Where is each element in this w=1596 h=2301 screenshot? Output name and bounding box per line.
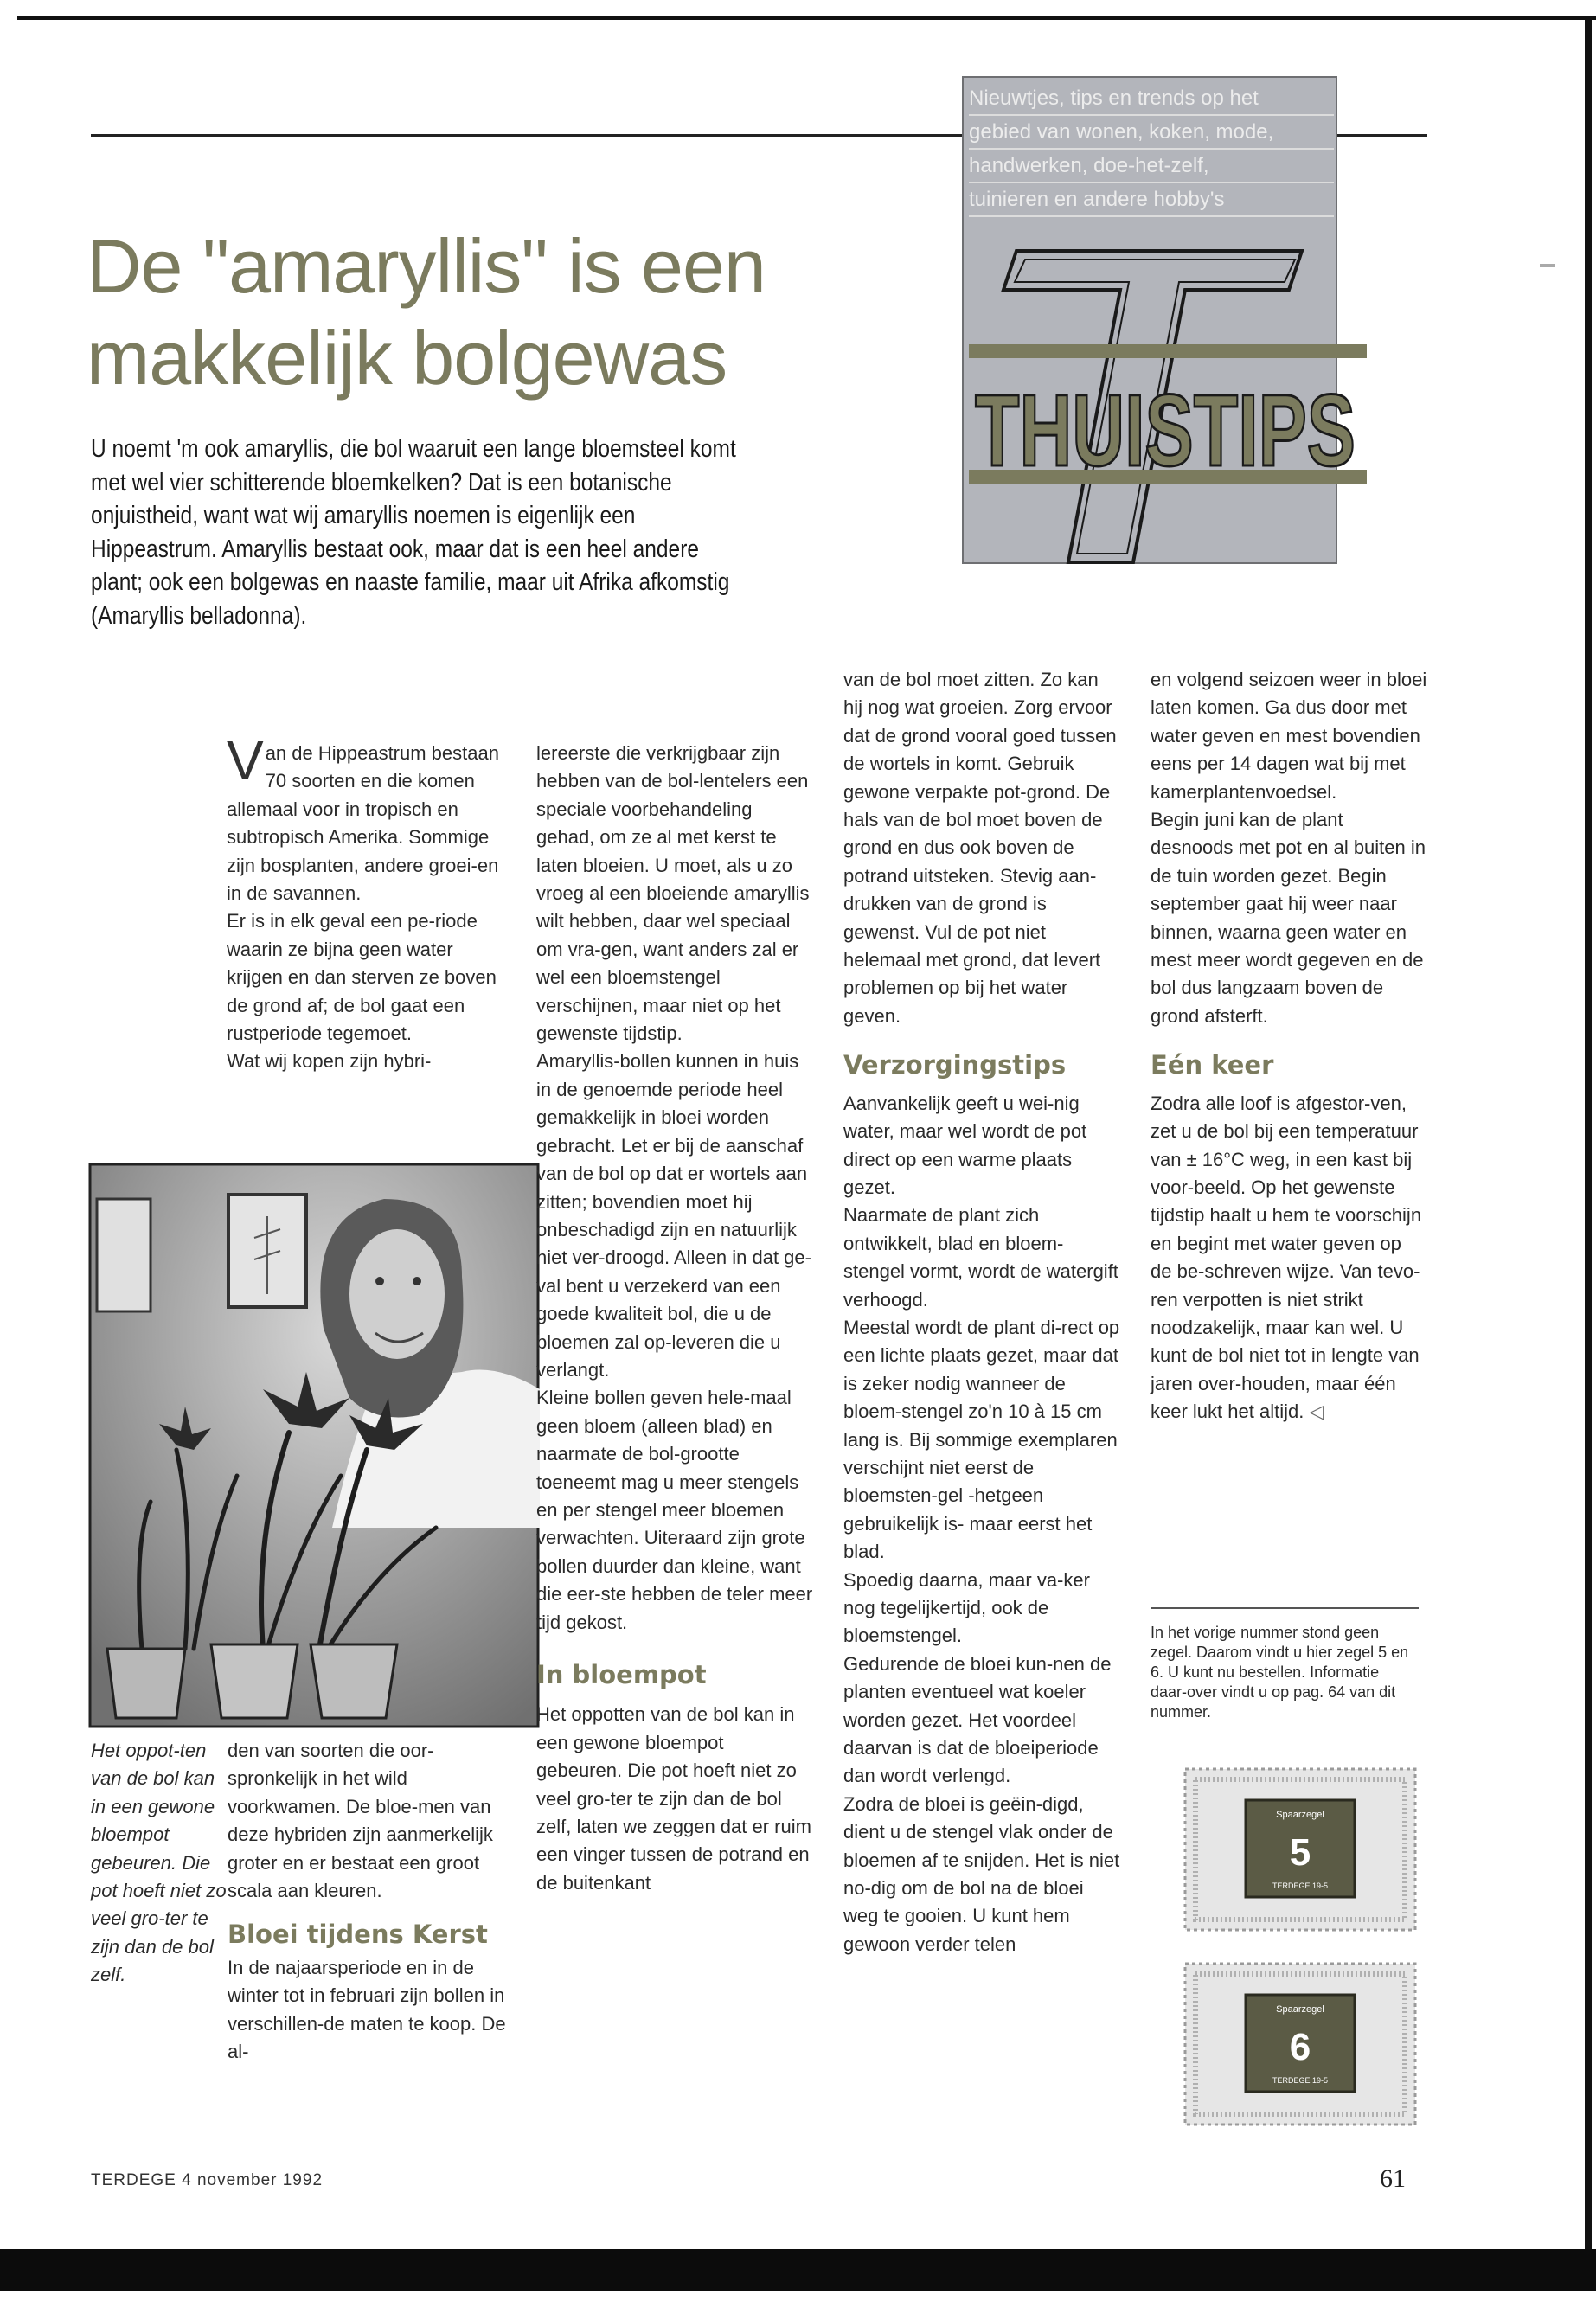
flower-pot: [107, 1649, 185, 1718]
article-intro: U noemt 'm ook amaryllis, die bol waaruit een lange bloemsteel komt met wel vier schitterende bloemkelken? Dat is een botanische onjuistheid, want wat wij amaryllis noemen is eigenlijk een Hippeastrum. Amaryllis bestaat ook, maar dat is een heel andere plant; ook een bolgewas en naaste familie, maar uit Afrika afkomstig (Amaryllis belladonna).: [91, 435, 736, 630]
footer-publication: TERDEGE 4 november 1992: [91, 2171, 324, 2189]
column-3: [843, 666, 1120, 1958]
logo-wordmark: THUISTIPS: [975, 374, 1356, 488]
paragraph: en volgend seizoen weer in bloei laten komen. Ga dus door met water geven en mest bovendien eens per 14 dagen wat bij met kamerplantenvoedsel.: [1151, 669, 1427, 803]
savings-stamp-5: [1183, 1767, 1417, 1932]
paragraph: Amaryllis-bollen kunnen in huis in de genoemde periode heel gemakkelijk in bloei worden gebracht. Let er bij de aanschaf van de bol op dat er wortels aan zitten; bovendien moet hij onbeschadigd zijn en natuurlijk niet ver-droogd. Alleen in dat ge-val bent u verzekerd van een goede kwaliteit bol, die u de bloemen zal op-leveren die u verlangt.: [536, 1050, 811, 1381]
logo-tagline-line: handwerken, doe-het-zelf,: [969, 150, 1334, 183]
paragraph: Spoedig daarna, maar va-ker nog tegelijkertijd, ook de bloemstengel.: [843, 1568, 1090, 1647]
article-title: [87, 221, 934, 404]
stamp-number: 5: [1289, 1831, 1311, 1874]
logo-tagline-line: Nieuwtjes, tips en trends op het: [969, 82, 1334, 116]
logo-tagline-line: gebied van wonen, koken, mode,: [969, 116, 1334, 150]
paragraph: Naarmate de plant zich ontwikkelt, blad en bloem-stengel vormt, wordt de watergift verhoogd.: [843, 1204, 1118, 1311]
stamp-note: In het vorige nummer stond geen zegel. Daarom vindt u hier zegel 5 en 6. U kunt nu bestellen. Informatie daar-over vindt u op pag. 64 van dit nummer.: [1151, 1624, 1409, 1721]
page-border-top: [17, 16, 1596, 20]
logo-tagline: [962, 82, 1334, 217]
end-mark-icon: ◁: [1309, 1400, 1324, 1423]
flower-pot: [211, 1644, 298, 1718]
paragraph: Gedurende de bloei kun-nen de planten eventueel wat koeler worden gezet. Het voordeel daarvan is dat de bloeiperiode dan wordt verlengd.: [843, 1652, 1112, 1787]
paragraph-text: Zodra alle loof is afgestor-ven, zet u de bol bij een temperatuur van ± 16°C weg, in een kast bij voor-beeld. Op het gewenste tijdstip haalt u hem te voorschijn en begint met water geven op de be-schreven wijze. Van tevo-ren verpotten is niet strikt noodzakelijk, maar kan wel. U kunt de bol niet tot in lengte van jaren over-houden, maar één keer lukt het altijd.: [1151, 1092, 1422, 1423]
paragraph: In de najaarsperiode en in de winter tot in februari zijn bollen in verschillen-de maten te koop. De al-: [228, 1956, 506, 2063]
section-heading: Bloei tijdens Kerst: [228, 1920, 488, 1950]
title-line-2: makkelijk bolgewas: [87, 315, 727, 401]
column-4: [1151, 666, 1427, 1426]
page-border-right: [1585, 16, 1592, 2291]
section-heading: Eén keer: [1151, 1050, 1274, 1080]
stamp-code: TERDEGE 19-5: [1272, 2076, 1329, 2085]
photo-caption: Het oppot-ten van de bol kan in een gewone bloempot gebeuren. Die pot hoeft niet zo veel gro-ter te zijn dan de bol zelf.: [91, 1740, 227, 1986]
page-border-bottom: [0, 2249, 1596, 2291]
stamp-code: TERDEGE 19-5: [1272, 1881, 1329, 1890]
article-photo: [90, 1164, 538, 1727]
note-separator: [1151, 1607, 1419, 1609]
paragraph: Meestal wordt de plant di-rect op een lichte plaats gezet, maar dat is zeker nodig wanneer de bloem-stengel zo'n 10 à 15 cm lang is. Bij sommige exemplaren verschijnt niet eerst de bloemsten-gel -hetgeen gebruikelijk is- maar eerst het blad.: [843, 1316, 1120, 1563]
stamp-label: Spaarzegel: [1276, 2004, 1324, 2015]
paragraph: Kleine bollen geven hele-maal geen bloem (alleen blad) en naarmate de bol-grootte toeneemt mag u meer stengels en per stengel meer bloemen verwachten. Uiteraard zijn grote bollen duurder dan kleine, want die eer-ste hebben de teler meer tijd gekost.: [536, 1387, 813, 1633]
column-1-lower: [228, 1737, 509, 2066]
paragraph-text: an de Hippeastrum bestaan 70 soorten en die komen allemaal voor in tropisch en subtropisch Amerika. Sommige zijn bosplanten, andere groei-en in de savannen.: [227, 742, 499, 905]
column-1-upper: [227, 729, 503, 1076]
savings-stamp-6: [1183, 1962, 1417, 2126]
logo-band-top: [969, 344, 1367, 358]
scan-speck: [1540, 264, 1555, 267]
paragraph: Er is in elk geval een pe-riode waarin ze bijna geen water krijgen en dan sterven ze boven de grond af; de bol gaat een rustperiode tegemoet.: [227, 910, 497, 1045]
stamp-label: Spaarzegel: [1276, 1810, 1324, 1820]
stamp-number: 6: [1289, 2026, 1311, 2068]
paragraph: [1151, 1090, 1427, 1426]
column-2: [536, 740, 813, 1897]
title-line-1: De "amaryllis" is een: [87, 223, 766, 309]
paragraph: [227, 729, 503, 907]
section-heading: Verzorgingstips: [843, 1050, 1067, 1080]
wall-frame-left: [97, 1199, 151, 1311]
page-number: 61: [1380, 2164, 1406, 2193]
thuistips-logo-icon: [939, 225, 1380, 588]
flower-pot: [311, 1644, 397, 1718]
person-face: [349, 1229, 445, 1359]
paragraph: lereerste die verkrijgbaar zijn hebben van de bol-lentelers een speciale voorbehandeling gehad, om ze al met kerst te laten bloeien. U moet, als u zo vroeg al een bloeiende amaryllis wilt hebben, daar wel speciaal om vra-gen, want anders zal er wel een bloemstengel verschijnen, maar niet op het gewenste tijdstip.: [536, 742, 810, 1045]
paragraph: den van soorten die oor-spronkelijk in het wild voorkwamen. De bloe-men van deze hybriden zijn aanmerkelijk groter en er bestaat een groot scala aan kleuren.: [228, 1740, 493, 1902]
drop-cap: V: [227, 729, 264, 792]
paragraph: Aanvankelijk geeft u wei-nig water, maar wel wordt de pot direct op een warme plaats gezet.: [843, 1092, 1087, 1198]
paragraph: Begin juni kan de plant desnoods met pot en al buiten in de tuin worden gezet. Begin september gaat hij weer naar binnen, waarna geen water en mest meer wordt gegeven en de bol dus langzaam boven de grond afsterft.: [1151, 809, 1426, 1027]
logo-tagline-line: tuinieren en andere hobby's: [969, 183, 1334, 217]
paragraph: Het oppotten van de bol kan in een gewone bloempot gebeuren. Die pot hoeft niet zo veel gro-ter te zijn dan de bol zelf, laten we zeggen dat er ruim een vinger tussen de potrand en de buitenkant: [536, 1703, 811, 1894]
section-heading: In bloempot: [536, 1660, 707, 1689]
paragraph: Wat wij kopen zijn hybri-: [227, 1050, 432, 1073]
paragraph: van de bol moet zitten. Zo kan hij nog wat groeien. Zorg ervoor dat de grond vooral goed tussen de wortels in komt. Gebruik gewone verpakte pot-grond. De hals van de bol moet boven de grond en dus ook boven de potrand uitsteken. Stevig aan-drukken van de grond is gewenst. Vul de pot niet helemaal met grond, dat levert problemen op bij het water geven.: [843, 669, 1117, 1027]
paragraph: Zodra de bloei is geëin-digd, dient u de stengel vlak onder de bloemen af te snijden. Het is niet no-dig om de bol na de bloei weg te gooien. U kunt hem gewoon verder telen: [843, 1792, 1120, 1955]
